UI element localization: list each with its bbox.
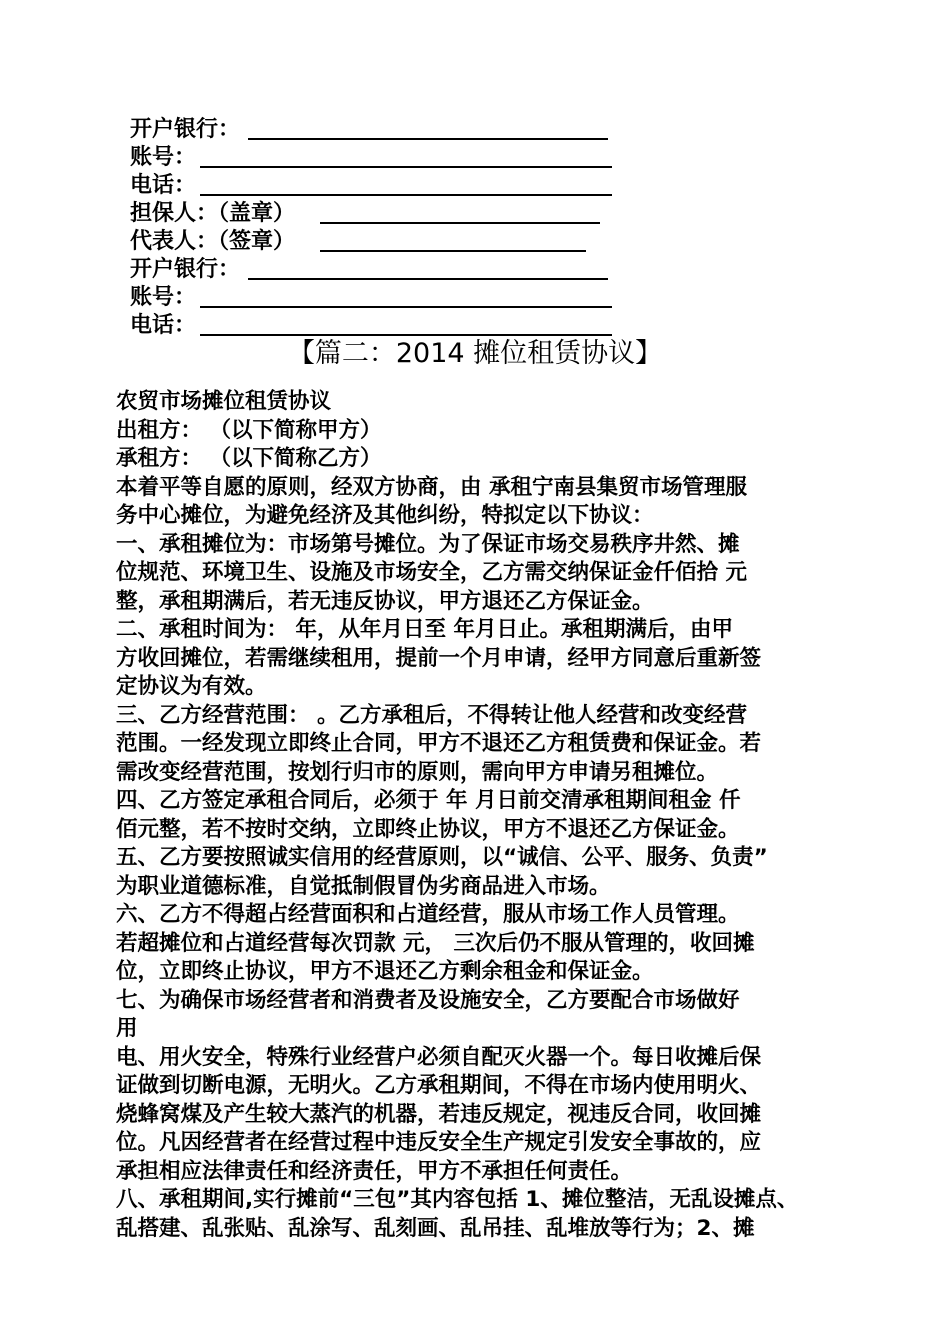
body-line: 为职业道德标准，自觉抵制假冒伪劣商品进入市场。 <box>116 873 611 899</box>
body-line: 出租方： （以下简称甲方） <box>116 417 382 443</box>
body-line: 位规范、环境卫生、设施及市场安全，乙方需交纳保证金仟佰拾 元 <box>116 560 747 585</box>
body-line: 七、为确保市场经营者和消费者及设施安全，乙方要配合市场做好 <box>116 987 740 1013</box>
blank-line[interactable] <box>200 306 612 308</box>
body-line: 一、承租摊位为：市场第号摊位。为了保证市场交易秩序井然、摊 <box>116 531 740 557</box>
body-line: 需改变经营范围，按划行归市的原则，需向甲方申请另租摊位。 <box>116 759 719 785</box>
section-title: 【篇二：2014 摊位租赁协议】 <box>287 338 663 369</box>
body-line: 定协议为有效。 <box>116 674 267 699</box>
field-label: 开户银行： <box>130 257 241 282</box>
body-line: 二、承租时间为： 年，从年月日至 年月日止。承租期满后，由甲 <box>116 617 733 642</box>
body-line: 五、乙方要按照诚实信用的经营原则，以“诚信、公平、服务、负责” <box>116 845 768 870</box>
body-line: 范围。一经发现立即终止合同，甲方不退还乙方租赁费和保证金。若 <box>116 731 762 756</box>
form-field-representative <box>130 228 295 256</box>
body-line: 烧蜂窝煤及产生较大蒸汽的机器，若违反规定，视违反合同，收回摊 <box>116 1101 762 1127</box>
body-line: 务中心摊位，为避免经济及其他纠纷，特拟定以下协议： <box>116 503 654 528</box>
body-line: 承租方： （以下简称乙方） <box>116 446 382 471</box>
body-line: 佰元整，若不按时交纳，立即终止协议，甲方不退还乙方保证金。 <box>116 816 740 842</box>
body-line: 农贸市场摊位租赁协议 <box>116 389 332 414</box>
field-label: 电话： <box>130 173 197 198</box>
body-line: 整，承租期满后，若无违反协议，甲方退还乙方保证金。 <box>116 588 654 614</box>
field-label: 账号： <box>130 285 197 310</box>
blank-line[interactable] <box>200 194 612 196</box>
field-label: 账号： <box>130 145 197 170</box>
agreement-body <box>116 388 836 1243</box>
body-line: 四、乙方签定承租合同后，必须于 年 月日前交清承租期间租金 仟 <box>116 788 741 813</box>
body-line: 三、乙方经营范围： 。乙方承租后，不得转让他人经营和改变经营 <box>116 702 747 728</box>
blank-line[interactable] <box>248 278 608 280</box>
body-line: 若超摊位和占道经营每次罚款 元， 三次后仍不服从管理的，收回摊 <box>116 930 755 956</box>
form-field-guarantor <box>130 200 295 228</box>
field-label: 开户银行： <box>130 117 241 142</box>
body-line: 乱搭建、乱张贴、乱涂写、乱刻画、乱吊挂、乱堆放等行为；2、摊 <box>116 1215 755 1241</box>
form-field-phone <box>130 172 196 200</box>
body-line: 位。凡因经营者在经营过程中违反安全生产规定引发安全事故的，应 <box>116 1130 762 1155</box>
body-line: 方收回摊位，若需继续租用，提前一个月申请，经甲方同意后重新签 <box>116 645 762 671</box>
form-field-account <box>130 144 196 172</box>
blank-line[interactable] <box>248 138 608 140</box>
body-line: 证做到切断电源，无明火。乙方承租期间，不得在市场内使用明火、 <box>116 1073 762 1098</box>
body-line: 本着平等自愿的原则，经双方协商，由 承租宁南县集贸市场管理服 <box>116 474 747 500</box>
field-label: 电话： <box>130 313 197 338</box>
blank-line[interactable] <box>200 166 612 168</box>
blank-line[interactable] <box>320 222 600 224</box>
body-line: 用 <box>116 1016 138 1041</box>
body-line: 位，立即终止协议，甲方不退还乙方剩余租金和保证金。 <box>116 959 654 984</box>
body-line: 电、用火安全，特殊行业经营户必须自配灭火器一个。每日收摊后保 <box>116 1044 762 1070</box>
body-line: 八、承租期间,实行摊前“三包”其内容包括 1、摊位整洁，无乱设摊点、 <box>116 1187 799 1212</box>
form-field-bank-2 <box>130 256 240 284</box>
body-line: 承担相应法律责任和经济责任，甲方不承担任何责任。 <box>116 1158 633 1184</box>
field-label: 代表人：（签章） <box>130 229 296 254</box>
form-field-account-2 <box>130 284 196 312</box>
blank-line[interactable] <box>320 250 586 252</box>
form-field-bank <box>130 116 240 144</box>
body-line: 六、乙方不得超占经营面积和占道经营，服从市场工作人员管理。 <box>116 902 740 927</box>
field-label: 担保人：（盖章） <box>130 201 296 226</box>
